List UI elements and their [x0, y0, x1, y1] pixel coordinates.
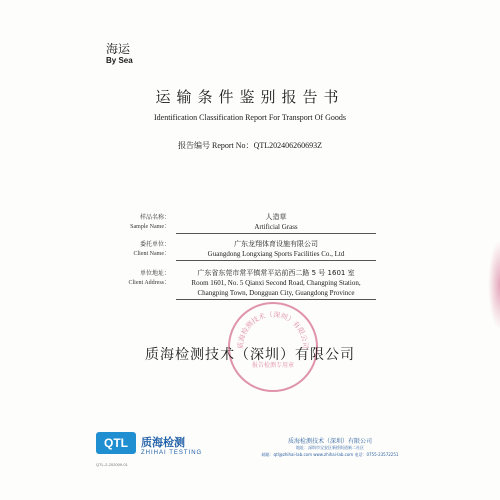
footer-contact: 邮箱：qtl@zhihai-lab.com www.zhihai-lab.com 电话：0755-23572251 [261, 452, 399, 457]
transport-mode-en: By Sea [106, 56, 133, 65]
report-title-cn: 运输条件鉴别报告书 [155, 88, 345, 106]
report-number-label: 报告编号 Report No： [178, 141, 254, 150]
issuing-company-name: 质海检测技术（深圳）有限公司 [145, 347, 355, 363]
client-address-label-en: Client Address： [128, 280, 170, 286]
client-address-value [176, 268, 376, 300]
client-address-value-cn: 广东省东莞市常平镇常平站前西二路 5 号 1601 室 [197, 269, 355, 277]
client-name-value-cn: 广东龙翔体育设施有限公司 [234, 240, 318, 248]
client-name-value-en: Guangdong Longxiang Sports Facilities Co., Ltd [207, 250, 345, 258]
report-number-value: QTL202406260693Z [253, 141, 322, 150]
footer-address: 地址：深圳市宝安区新桥街道新二社区 [296, 445, 364, 450]
sample-name-value-cn: 人造草 [265, 213, 287, 221]
qtl-logo-mark: QTL [104, 436, 128, 450]
client-address-value-en: Room 1601, No. 5 Qianxi Second Road, Changping Station, Changping Town, Dongguan City, Guangdong Province [191, 279, 361, 297]
footer-company: 质海检测技术（深圳）有限公司 [287, 438, 372, 445]
sample-name-label-en: Sample Name： [130, 224, 170, 230]
client-name-label-en: Client Name： [133, 251, 170, 257]
sample-name-value-en: Artificial Grass [254, 223, 298, 231]
report-title-en: Identification Classification Report For Transport Of Goods [154, 113, 346, 122]
logo-name-en: ZHIHAI TESTING [141, 450, 203, 456]
logo-name-cn: 质海检测 [141, 436, 185, 449]
seal-center-text: 报告检测专用章 [251, 362, 295, 369]
transport-mode-cn: 海运 [106, 42, 131, 56]
sample-name-label-cn: 样品名称： [139, 215, 170, 221]
page-seal-edge [488, 240, 500, 330]
sample-name-value [176, 212, 376, 234]
client-name-value [176, 239, 376, 261]
seal-ring-text: 质海检测技术（深圳）有限公司 [236, 310, 310, 350]
report-number-line [0, 140, 500, 151]
client-address-label-cn: 单位地址： [139, 271, 170, 277]
client-name-label-cn: 委托单位： [139, 242, 170, 248]
document-code: QTL-2-202009-01 [96, 462, 128, 467]
